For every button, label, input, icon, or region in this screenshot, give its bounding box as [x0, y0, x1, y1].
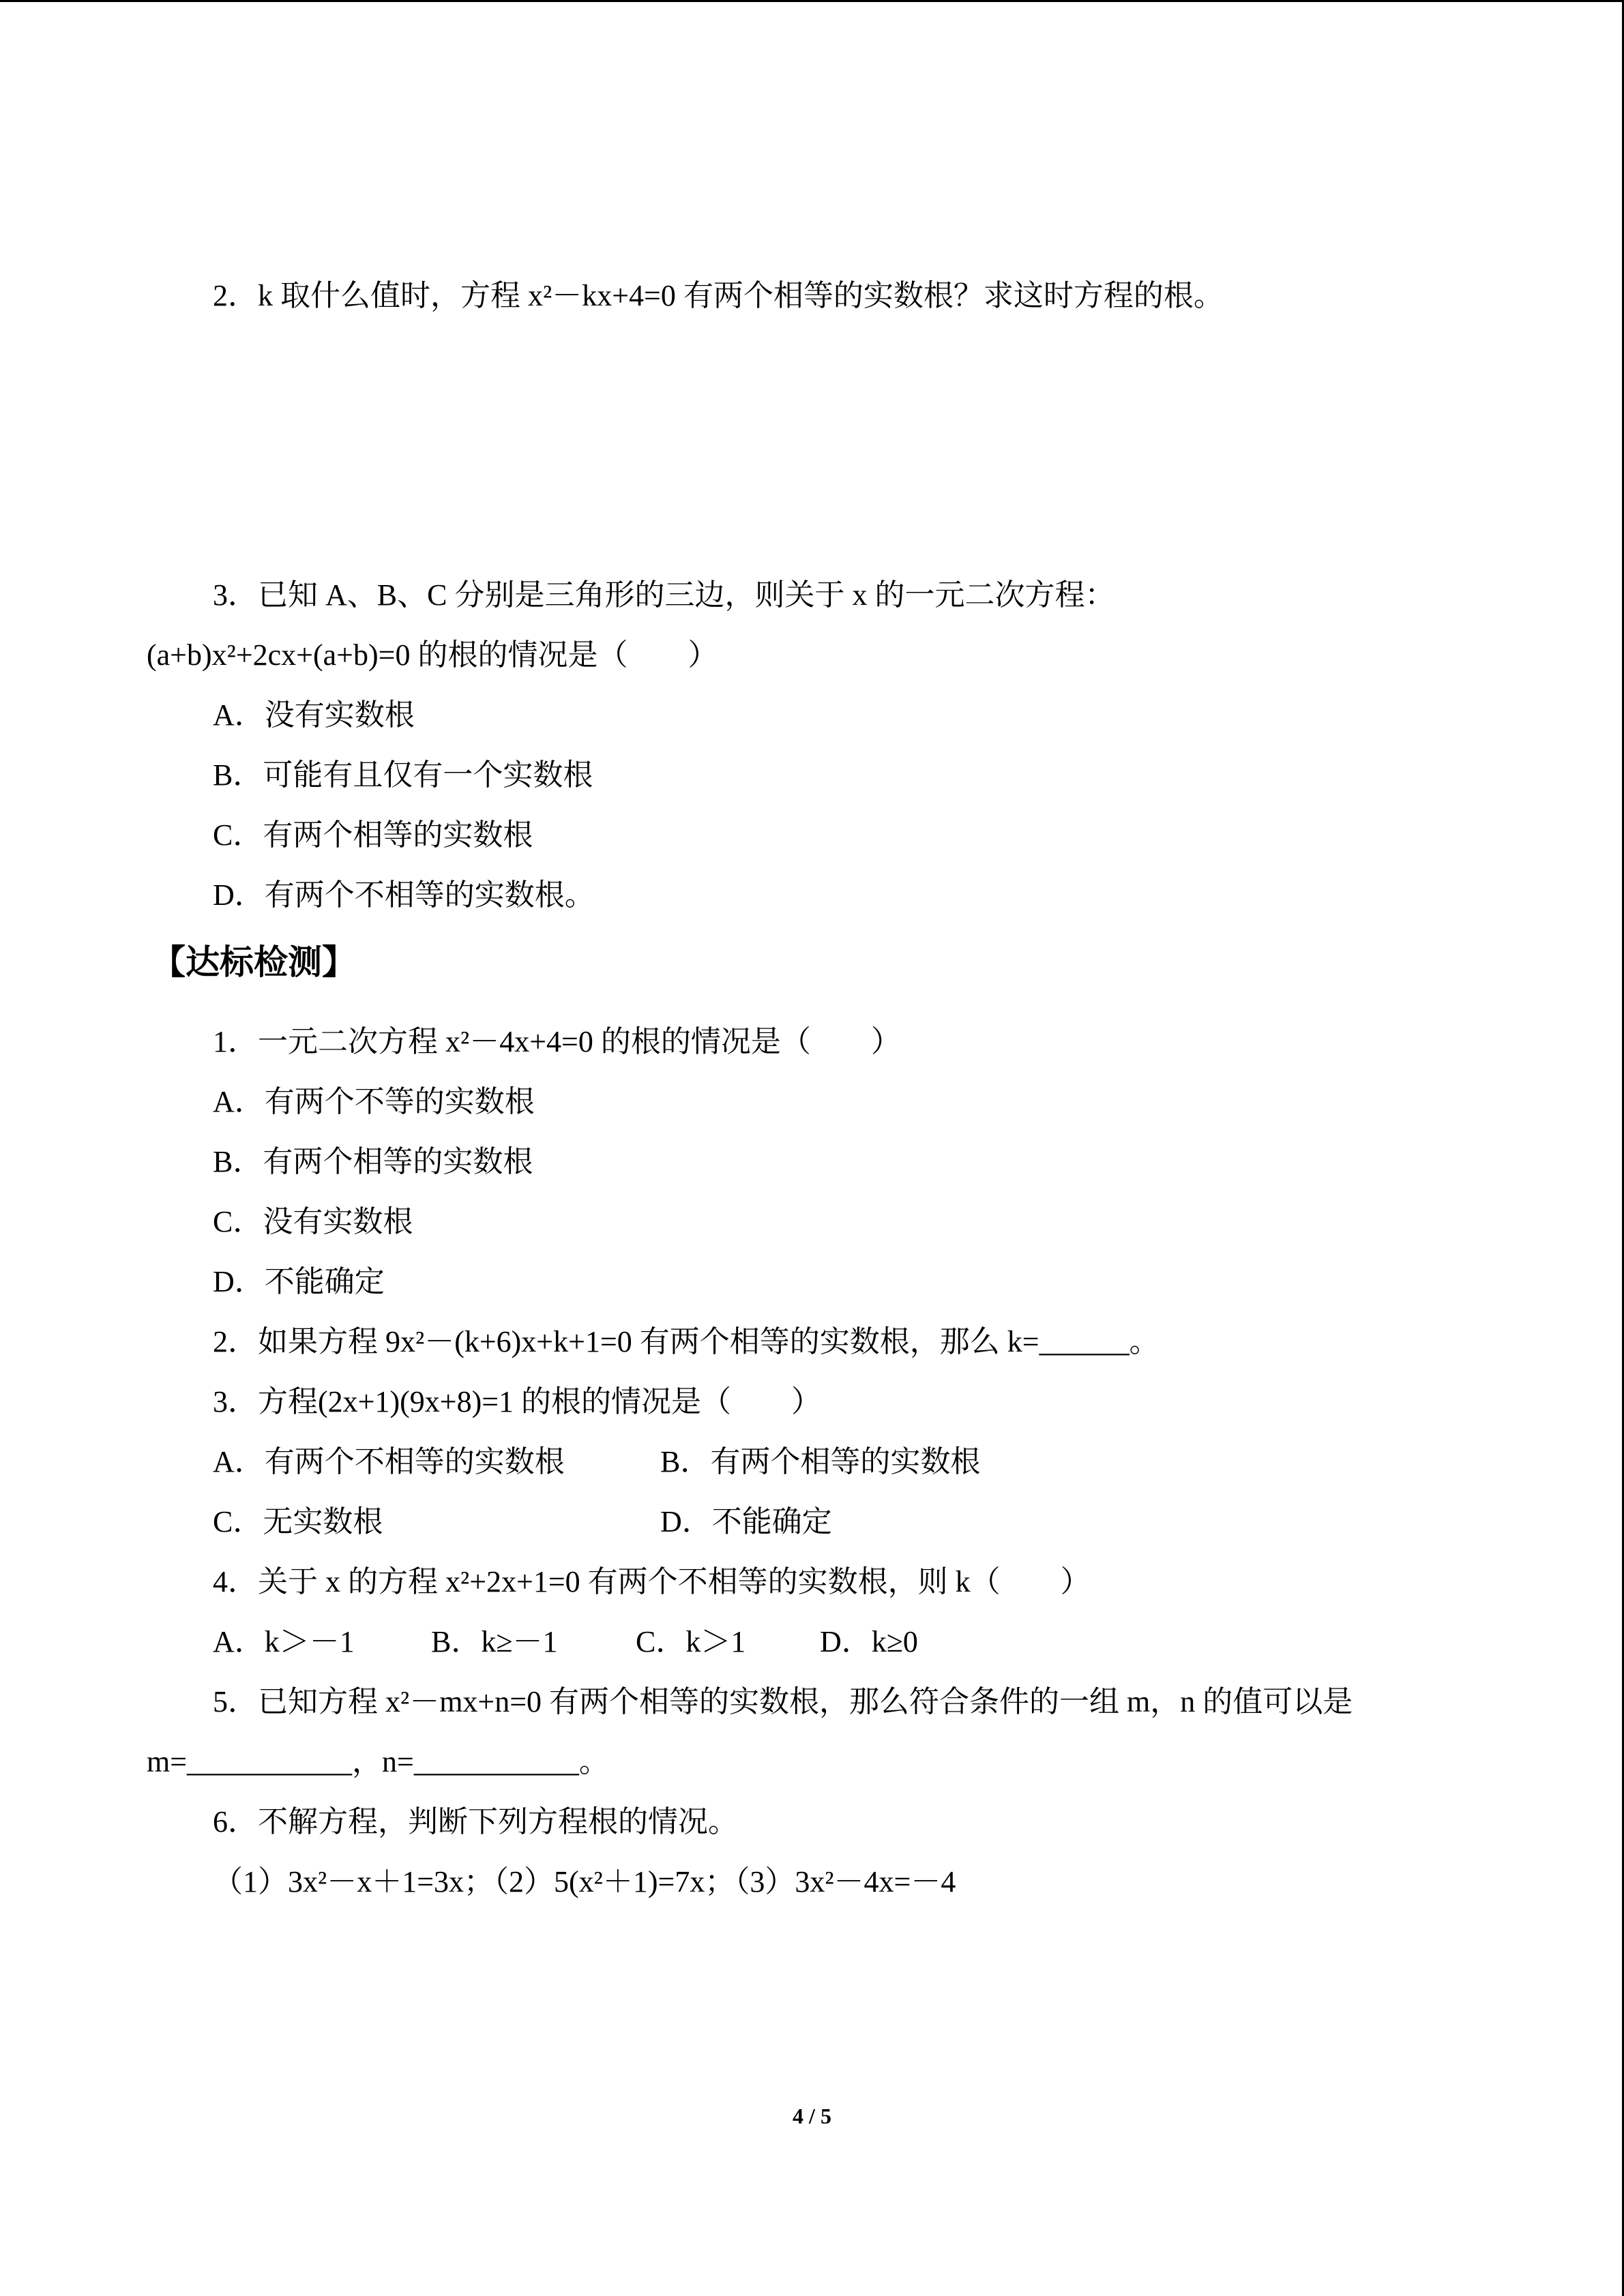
test-question-6-items: （1）3x²－x＋1=3x；（2）5(x²＋1)=7x；（3）3x²－4x=－4 — [213, 1865, 956, 1898]
test-q1-option-a: A．有两个不等的实数根 — [213, 1085, 535, 1118]
test-q1-option-c: C．没有实数根 — [213, 1205, 413, 1238]
page-number: 4 / 5 — [793, 2104, 831, 2128]
practice-question-2: 2．k 取什么值时，方程 x²－kx+4=0 有两个相等的实数根？求这时方程的根。 — [213, 279, 1224, 312]
practice-question-3-line2: (a+b)x²+2cx+(a+b)=0 的根的情况是（ ） — [147, 638, 718, 672]
practice-q3-option-c: C．有两个相等的实数根 — [213, 818, 533, 852]
test-q1-option-b: B．有两个相等的实数根 — [213, 1145, 533, 1178]
test-q4-option-c: C．k＞1 — [636, 1625, 746, 1658]
practice-q3-option-d: D．有两个不相等的实数根。 — [213, 878, 595, 912]
test-question-5-line2: m=___________，n=___________。 — [147, 1745, 609, 1778]
test-q3-option-d: D．不能确定 — [660, 1505, 832, 1538]
test-q3-option-a: A．有两个不相等的实数根 — [213, 1445, 565, 1478]
test-q3-option-c: C．无实数根 — [213, 1505, 383, 1538]
test-q1-option-d: D．不能确定 — [213, 1265, 385, 1298]
section-heading: 【达标检测】 — [151, 942, 356, 982]
test-question-2: 2．如果方程 9x²－(k+6)x+k+1=0 有两个相等的实数根，那么 k=______。 — [213, 1325, 1160, 1358]
test-question-3: 3．方程(2x+1)(9x+8)=1 的根的情况是（ ） — [213, 1385, 822, 1418]
test-q4-option-d: D．k≥0 — [820, 1625, 918, 1658]
practice-q3-option-a: A．没有实数根 — [213, 698, 415, 732]
page-border-top — [0, 0, 1624, 2]
practice-question-3-line1: 3．已知 A、B、C 分别是三角形的三边，则关于 x 的一元二次方程： — [213, 578, 1115, 612]
test-q3-option-b: B．有两个相等的实数根 — [660, 1445, 981, 1478]
test-q4-option-a: A．k＞－1 — [213, 1625, 355, 1658]
test-question-6: 6．不解方程，判断下列方程根的情况。 — [213, 1805, 738, 1838]
practice-q3-option-b: B．可能有且仅有一个实数根 — [213, 758, 593, 792]
test-question-4: 4．关于 x 的方程 x²+2x+1=0 有两个不相等的实数根，则 k（ ） — [213, 1565, 1091, 1598]
test-q4-option-b: B．k≥－1 — [431, 1625, 558, 1658]
test-question-1: 1．一元二次方程 x²－4x+4=0 的根的情况是（ ） — [213, 1025, 901, 1058]
test-question-5-line1: 5．已知方程 x²－mx+n=0 有两个相等的实数根，那么符合条件的一组 m，n 的值可以是 — [213, 1685, 1353, 1718]
